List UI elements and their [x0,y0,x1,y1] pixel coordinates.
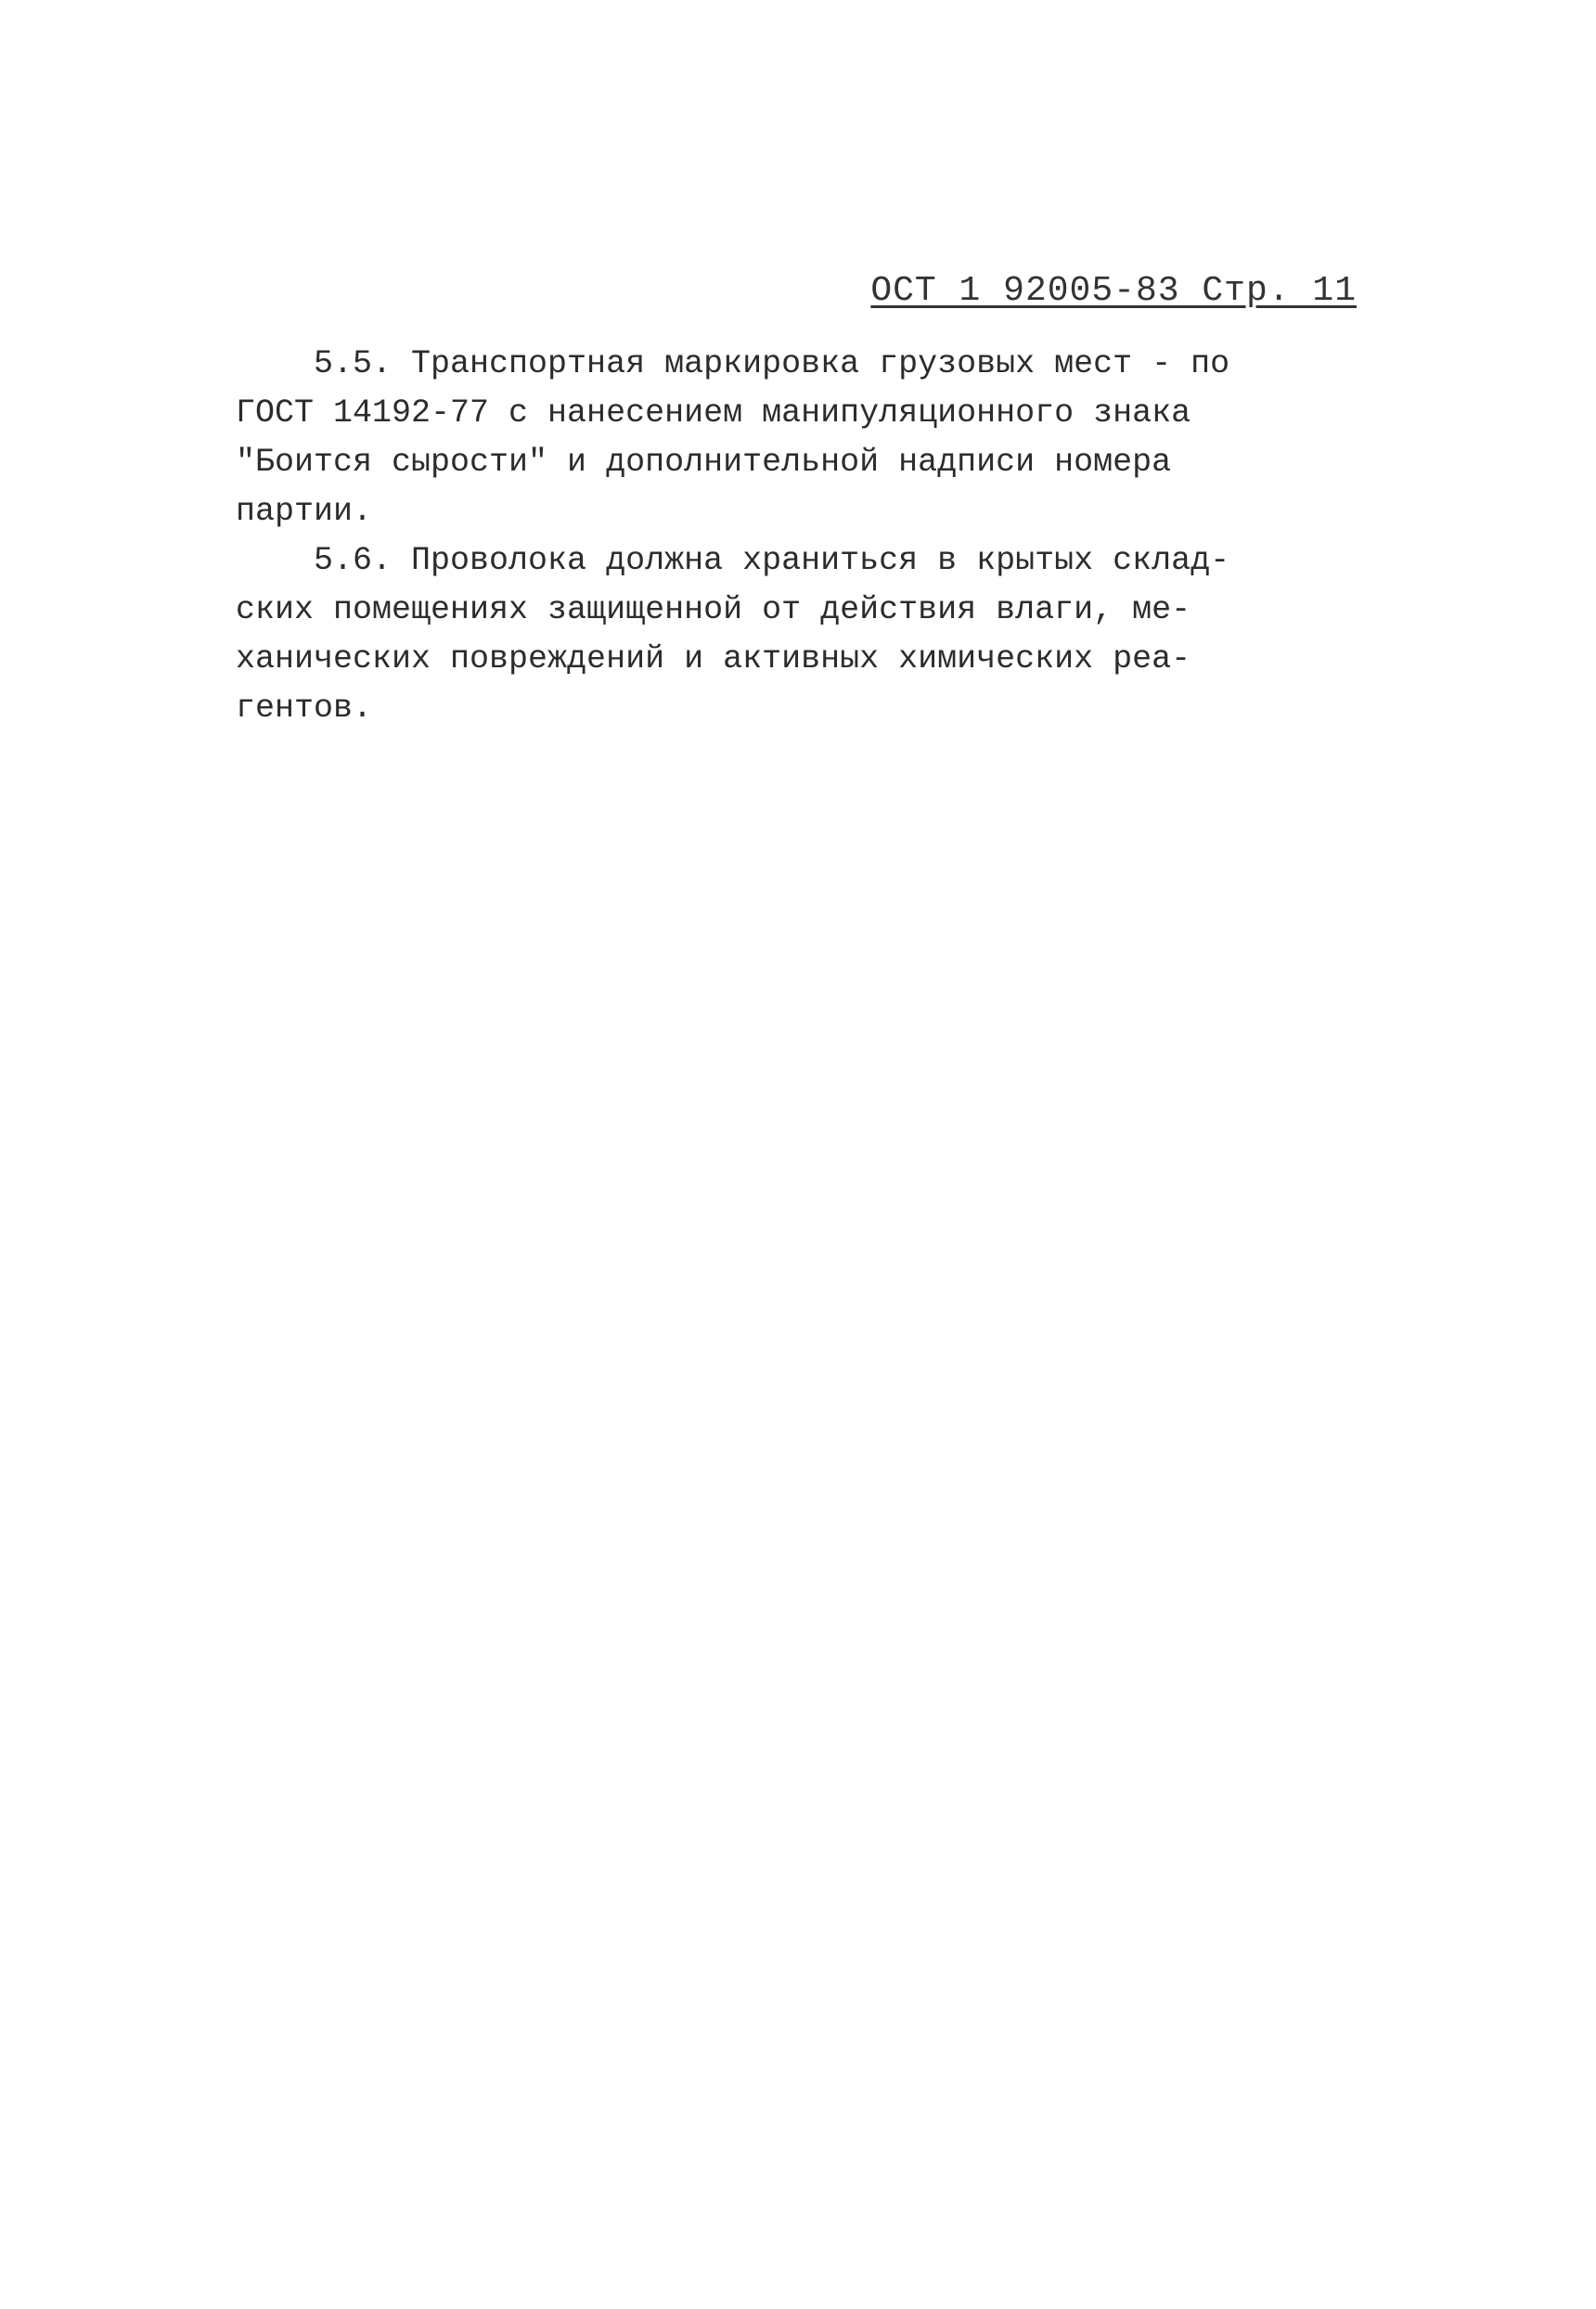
text-line: 5.6. Проволока должна храниться в крытых склад- [236,542,1230,579]
text-line: ГОСТ 14192-77 с нанесением манипуляционного знака [236,394,1191,432]
document-header: ОСТ 1 92005-83 Стр. 11 [870,271,1357,311]
text-line: "Боится сырости" и дополнительной надписи номера [236,444,1172,481]
paragraph-5-5 [236,340,1349,536]
text-line: ских помещениях защищенной от действия влаги, ме- [236,591,1191,628]
text-line: 5.5. Транспортная маркировка грузовых мест - по [236,345,1230,382]
text-line: партии. [236,493,373,530]
text-line: ханических повреждений и активных химических реа- [236,640,1191,677]
text-line: гентов. [236,690,373,727]
document-body [236,340,1349,733]
paragraph-5-6 [236,536,1349,733]
